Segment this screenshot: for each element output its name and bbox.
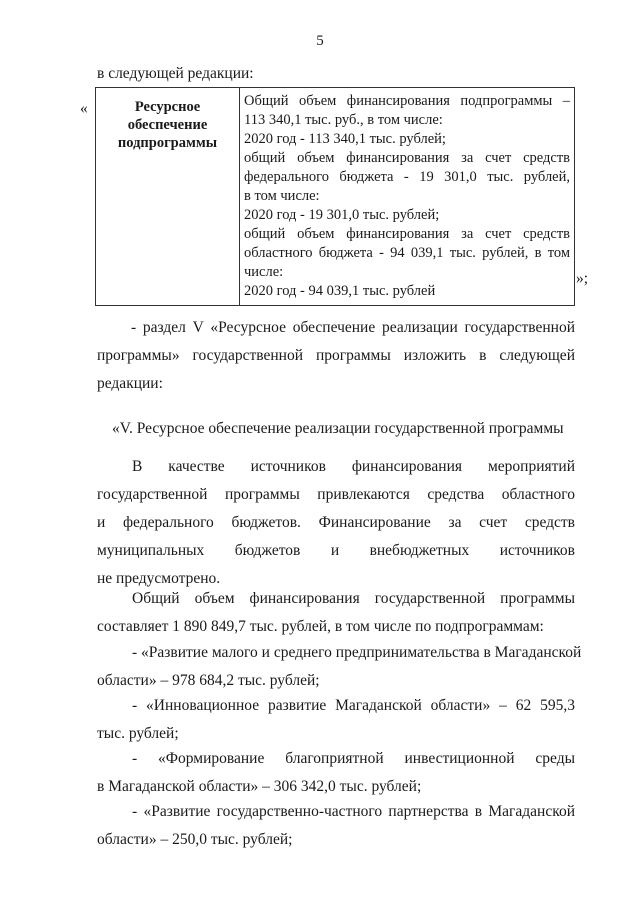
content-line: числе: — [244, 264, 284, 280]
item-line: - «Инновационное развитие Магаданской области» – 62 595,3 — [132, 697, 575, 714]
subprogram-item — [97, 745, 575, 801]
item-line: - «Развитие малого и среднего предпринимательства в Магаданской — [132, 644, 582, 661]
content-line: Общий объем финансирования подпрограммы – — [244, 93, 570, 109]
subprogram-item — [97, 639, 582, 695]
paragraph-line: В качестве источников финансирования мероприятий — [132, 458, 575, 475]
table-label-cell — [96, 88, 240, 306]
paragraph-sources — [97, 453, 575, 593]
quote-close-mark: »; — [576, 270, 589, 287]
item-line: - «Формирование благоприятной инвестиционной среды — [132, 750, 575, 767]
content-line: 2020 год - 94 039,1 тыс. рублей — [244, 283, 436, 299]
subprogram-item — [97, 798, 575, 854]
paragraph-line: государственной программы привлекаются средства областного — [97, 486, 575, 503]
content-line: общий объем финансирования за счет средств — [244, 150, 570, 166]
paragraph-line: Общий объем финансирования государственной программы — [132, 590, 575, 607]
item-line: области» – 978 684,2 тыс. рублей; — [97, 672, 320, 689]
table-row — [96, 88, 575, 306]
table-content-cell — [240, 88, 575, 306]
paragraph-line: не предусмотрено. — [97, 570, 221, 587]
subprogram-item — [97, 692, 575, 748]
section-heading: «V. Ресурсное обеспечение реализации государственной программы — [112, 420, 564, 437]
instruction-line: программы» государственной программы изложить в следующей — [97, 347, 575, 364]
instruction-line: редакции: — [97, 375, 163, 392]
resource-table — [95, 87, 575, 306]
content-line: 2020 год - 19 301,0 тыс. рублей; — [244, 207, 440, 223]
content-line: 2020 год - 113 340,1 тыс. рублей; — [244, 131, 446, 147]
intro-text: в следующей редакции: — [97, 65, 254, 82]
section-instruction — [97, 314, 575, 398]
page-number: 5 — [316, 33, 324, 49]
paragraph-total — [97, 585, 575, 641]
content-line: общий объем финансирования за счет средств — [244, 226, 570, 242]
content-line: федерального бюджета - 19 301,0 тыс. рублей, — [244, 169, 570, 185]
paragraph-line: муниципальных бюджетов и внебюджетных источников — [97, 542, 575, 559]
label-line: Ресурсное — [134, 99, 201, 115]
label-line: подпрограммы — [117, 135, 218, 151]
quote-open-mark: « — [80, 100, 88, 117]
instruction-line: - раздел V «Ресурсное обеспечение реализации государственной — [131, 319, 575, 336]
paragraph-line: составляет 1 890 849,7 тыс. рублей, в том числе по подпрограммам: — [97, 618, 544, 635]
content-line: 113 340,1 тыс. руб., в том числе: — [244, 112, 443, 128]
paragraph-line: и федерального бюджетов. Финансирование за счет средств — [97, 514, 575, 531]
item-line: - «Развитие государственно-частного партнерства в Магаданской — [132, 803, 575, 820]
item-line: тыс. рублей; — [97, 725, 179, 742]
label-line: обеспечение — [127, 117, 208, 133]
item-line: области» – 250,0 тыс. рублей; — [97, 831, 293, 848]
content-line: в том числе: — [244, 188, 320, 204]
item-line: в Магаданской области» – 306 342,0 тыс. рублей; — [97, 778, 422, 795]
content-line: областного бюджета - 94 039,1 тыс. рублей, в том — [244, 245, 570, 261]
